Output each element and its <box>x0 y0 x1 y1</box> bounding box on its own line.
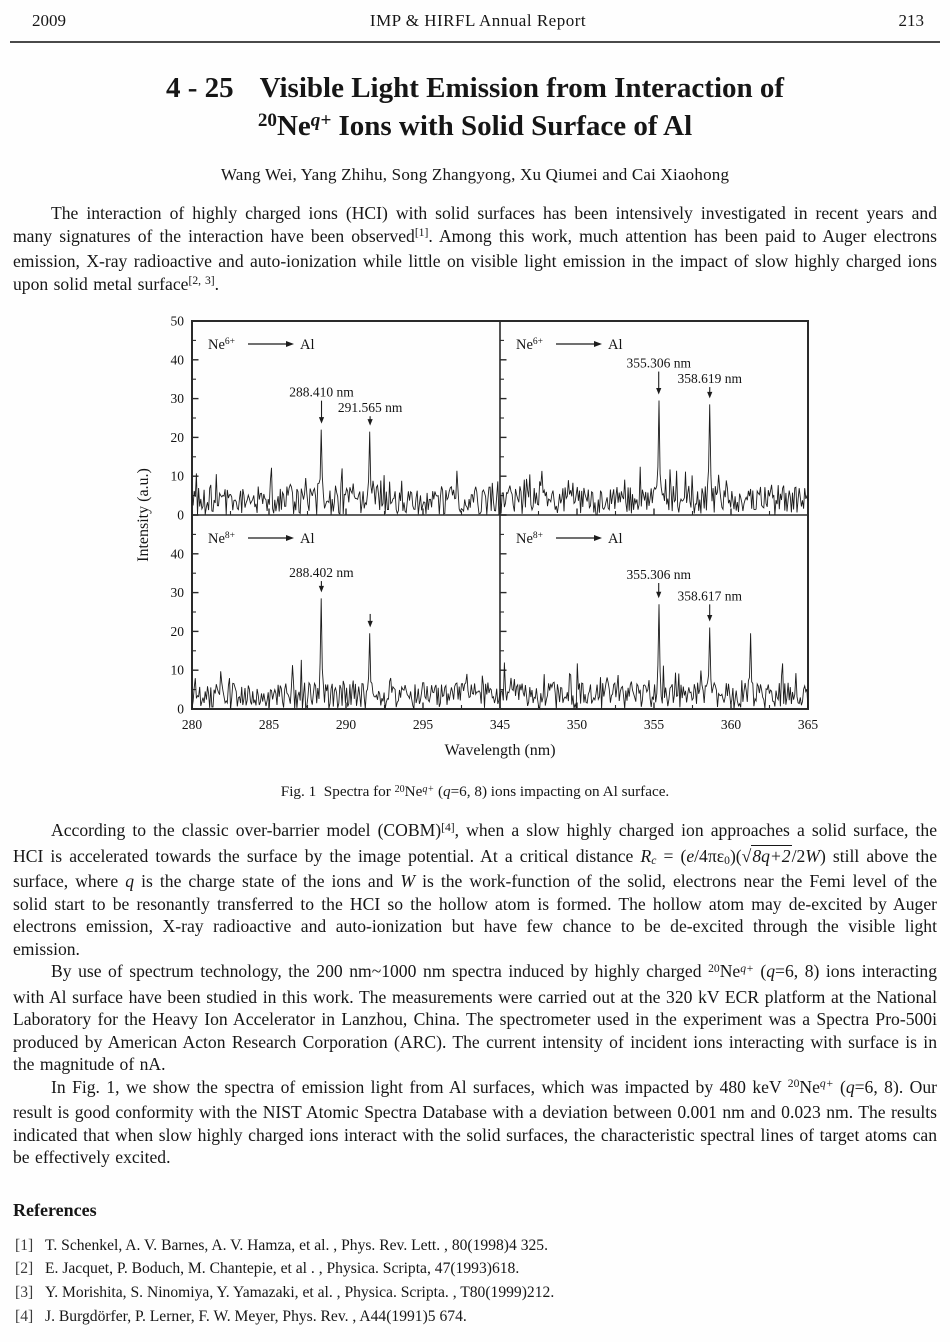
svg-text:345: 345 <box>489 717 511 732</box>
svg-text:355: 355 <box>643 717 665 732</box>
article-title-line1 <box>0 69 950 107</box>
svg-text:40: 40 <box>170 352 184 368</box>
reference-number: [3] <box>15 1284 34 1302</box>
figure-1 <box>0 311 950 801</box>
svg-text:0: 0 <box>177 701 184 717</box>
references-heading: References <box>13 1199 97 1220</box>
reference-number: [2] <box>15 1260 34 1278</box>
svg-text:358.619 nm: 358.619 nm <box>677 371 742 387</box>
svg-text:30: 30 <box>170 391 184 407</box>
reference-number: [4] <box>15 1307 34 1325</box>
svg-text:0: 0 <box>177 507 184 523</box>
article-number: 4 - 25 <box>165 72 234 104</box>
reference-text: J. Burgdörfer, P. Lerner, F. W. Meyer, Phys. Rev. , A44(1991)5 674. <box>45 1307 467 1325</box>
reference-text: T. Schenkel, A. V. Barnes, A. V. Hamza, et al. , Phys. Rev. Lett. , 80(1998)4 325. <box>45 1236 548 1254</box>
header-page-number: 213 <box>898 11 924 30</box>
paragraph-2: According to the classic over-barrier model (COBM)[4], when a slow highly charged ion approaches a solid surface, the HCI is accelerated towards the surface by the image potential. At a critical distance Rc = (e/4πε0)(√8q+2/2W) still above the surface, where q is the charge state of the ions and W is the work-function of the solid, electrons near the Femi level of the solid start to be resonantly transferred to the HCI so the hollow atom is formed. The hollow atom may de-excited by Auger electrons emission, X-ray radioactive and auto-ionization but have few chance to be de-excited through the visible light emission. <box>13 820 938 959</box>
reference-text: E. Jacquet, P. Boduch, M. Chantepie, et al . , Physica. Scripta, 47(1993)618. <box>45 1260 520 1278</box>
reference-item <box>15 1305 950 1329</box>
svg-text:358.617 nm: 358.617 nm <box>677 588 742 604</box>
svg-text:Al: Al <box>300 337 315 353</box>
svg-text:Ne6+: $Ne^{6+}$ <box>208 337 236 353</box>
header-divider <box>10 41 940 43</box>
svg-text:Intensity (a.u.): Intensity (a.u.) <box>135 468 152 562</box>
svg-text:288.410 nm: 288.410 nm <box>289 384 354 400</box>
svg-text:Ne6+: $Ne^{6+}$ <box>516 337 544 353</box>
svg-text:355.306 nm: 355.306 nm <box>626 355 691 371</box>
article-title-line2: $^{20}Ne^{q+}$ Ions with Solid Surface of Al <box>257 110 693 142</box>
svg-text:40: 40 <box>170 546 184 562</box>
authors-line: Wang Wei, Yang Zhihu, Song Zhangyong, Xu Qiumei and Cai Xiaohong <box>220 165 730 184</box>
svg-text:30: 30 <box>170 585 184 601</box>
svg-text:Al: Al <box>300 531 315 547</box>
figure-1-caption: Fig. 1 Spectra for $^{20}Ne^{q+}$ (q=6, 8) ions impacting on Al surface. <box>280 783 670 800</box>
svg-text:10: 10 <box>170 468 184 484</box>
svg-text:280: 280 <box>181 717 203 732</box>
svg-text:355.306 nm: 355.306 nm <box>626 567 691 583</box>
article-title-text: Visible Light Emission from Interaction of <box>259 72 785 104</box>
reference-number: [1] <box>15 1236 34 1254</box>
svg-text:Ne8+: $Ne^{8+}$ <box>208 531 236 547</box>
svg-text:350: 350 <box>566 717 588 732</box>
svg-text:285: 285 <box>258 717 280 732</box>
paragraph-3: By use of spectrum technology, the 200 nm~1000 nm spectra induced by highly charged $^{20}Ne^{q+}$ (q=6, 8) ions interacting with Al surface have been studied in this work. The measurements were carried out at the 320 kV ECR platform at the National Laboratory for the Heavy Ion Accelerator in Lanzhou, China. The spectrometer used in the experiment was a Spectra Pro-500i produced by American Acton Research Corporation (ARC). The current intensity of incident ions interacting with surface is in the magnitude of nA. <box>13 961 937 1074</box>
svg-text:295: 295 <box>412 717 434 732</box>
svg-text:Al: Al <box>608 531 623 547</box>
paragraph-4: In Fig. 1, we show the spectra of emission light from Al surfaces, which was impacted by 480 keV $^{20}Ne^{q+}$ (q=6, 8). Our result is good conformity with the NIST Atomic Spectra Database with a deviation between 0.001 nm and 0.023 nm. The results indicated that when slow highly charged ions interact with the solid surfaces, the characteristic spectral lines of target atoms can be effectively excited. <box>13 1076 937 1167</box>
figure-1-chart <box>0 311 950 768</box>
reference-item <box>15 1281 950 1305</box>
svg-text:290: 290 <box>335 717 357 732</box>
svg-text:Wavelength (nm): Wavelength (nm) <box>444 742 556 759</box>
svg-text:360: 360 <box>720 717 742 732</box>
page-header <box>0 0 950 31</box>
paragraph-1: The interaction of highly charged ions (HCI) with solid surfaces has been intensively investigated in recent years and many signatures of the interaction have been observed[1]. Among this work, much attention has been paid to Auger electrons emission, X-ray radioactive and auto-ionization while little on visible light emission in the impact of slow highly charged ions upon solid metal surface[2, 3]. <box>13 203 938 294</box>
article-title <box>0 69 950 149</box>
svg-text:20: 20 <box>170 623 184 639</box>
spectra-svg <box>130 311 820 763</box>
reference-item <box>15 1257 950 1281</box>
reference-item <box>15 1234 950 1258</box>
svg-text:291.565 nm: 291.565 nm <box>337 400 403 416</box>
svg-text:288.402 nm: 288.402 nm <box>289 565 354 581</box>
svg-text:20: 20 <box>170 429 184 445</box>
svg-text:365: 365 <box>797 717 819 732</box>
header-journal-title: IMP & HIRFL Annual Report <box>369 11 587 30</box>
svg-text:10: 10 <box>170 662 184 678</box>
reference-text: Y. Morishita, S. Ninomiya, Y. Yamazaki, et al. , Physica. Scripta. , T80(1999)212. <box>45 1284 555 1302</box>
svg-text:50: 50 <box>170 313 184 329</box>
svg-text:Al: Al <box>608 337 623 353</box>
references-list <box>0 1234 950 1329</box>
svg-text:Ne8+: $Ne^{8+}$ <box>516 531 544 547</box>
header-year: 2009 <box>32 11 66 30</box>
